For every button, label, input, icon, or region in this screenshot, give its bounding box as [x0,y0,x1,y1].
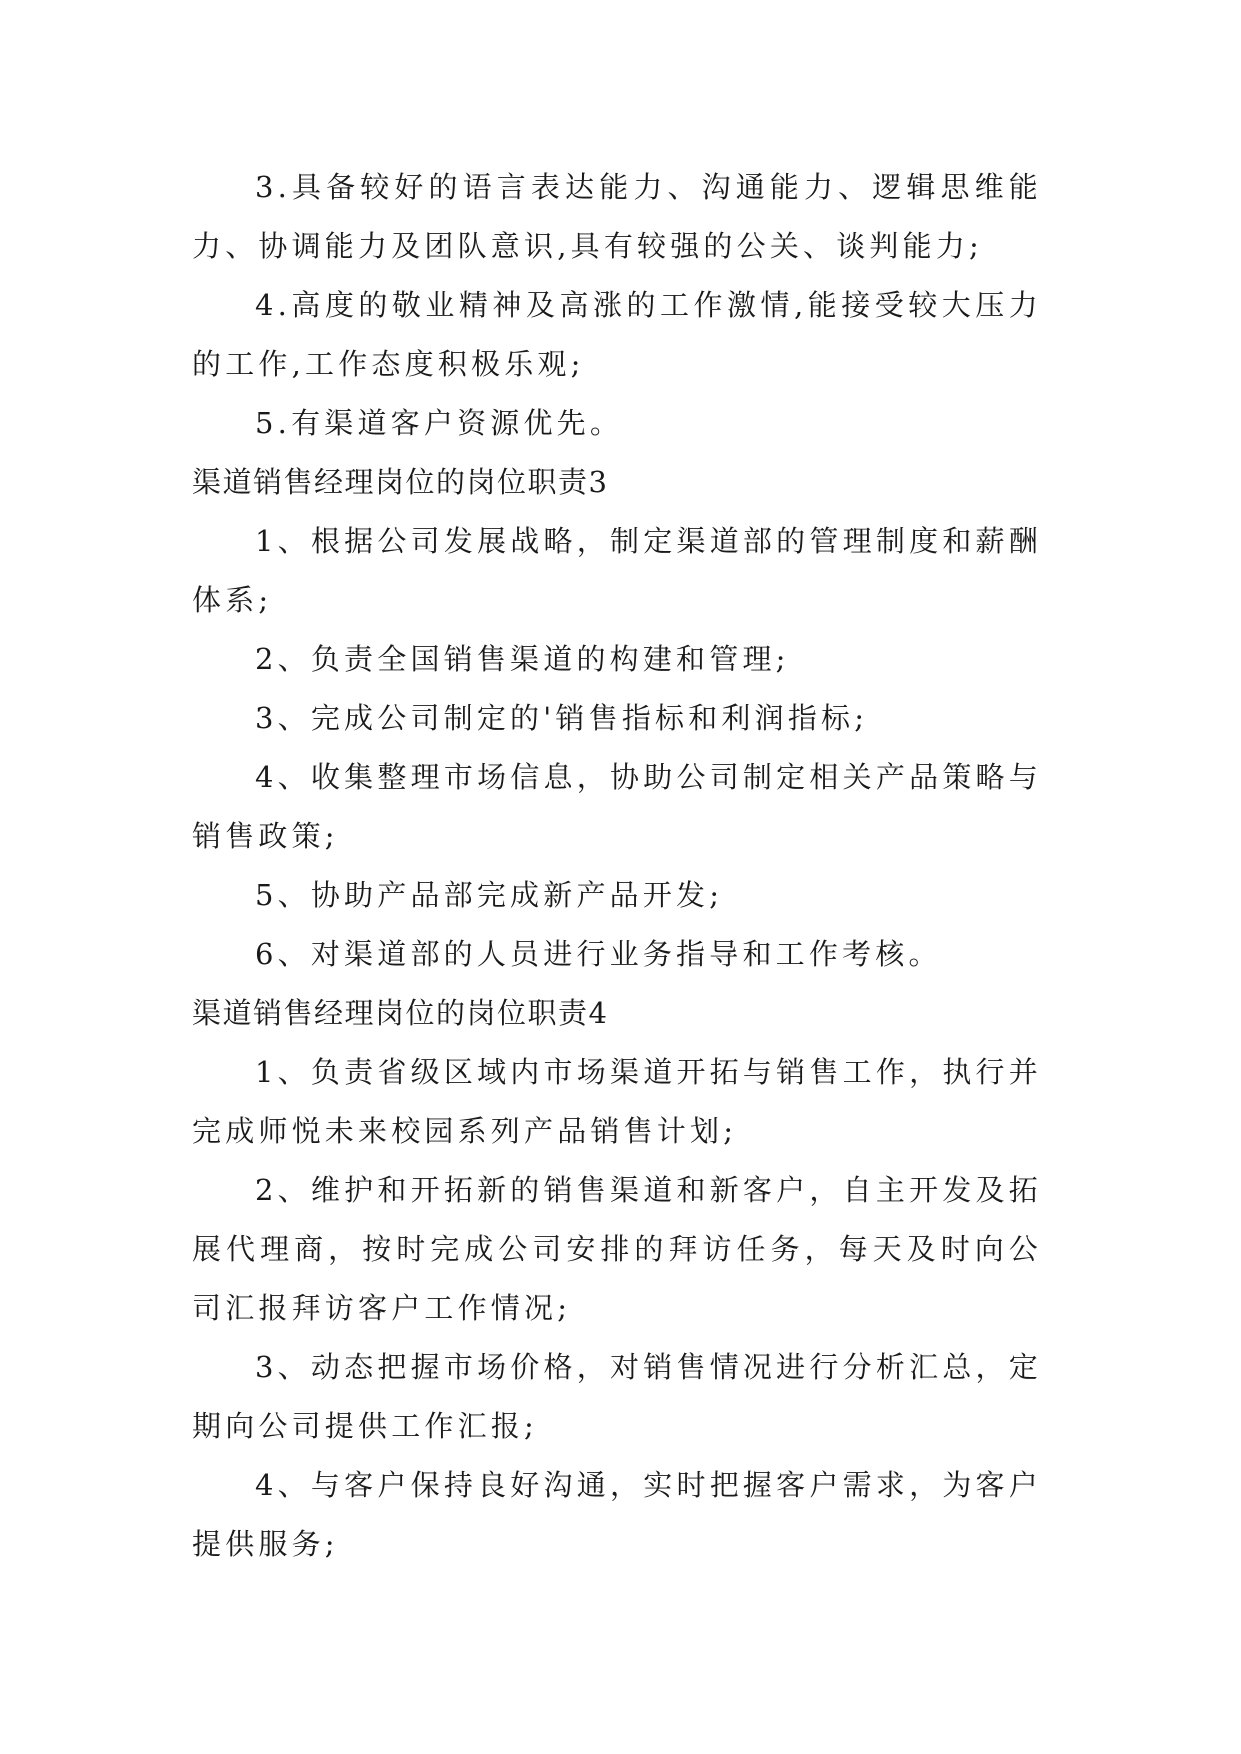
paragraph-duty-4-3: 3、动态把握市场价格，对销售情况进行分析汇总，定期向公司提供工作汇报; [192,1350,1042,1443]
paragraph-duty-3-4: 4、收集整理市场信息，协助公司制定相关产品策略与销售政策; [192,760,1042,853]
paragraph-duty-3-6: 6、对渠道部的人员进行业务指导和工作考核。 [255,937,942,971]
paragraph-duty-4-1: 1、负责省级区域内市场渠道开拓与销售工作，执行并完成师悦未来校园系列产品销售计划; [192,1055,1042,1148]
paragraph-duty-4-4: 4、与客户保持良好沟通，实时把握客户需求，为客户提供服务; [192,1468,1042,1561]
paragraph-duty-3-2: 2、负责全国销售渠道的构建和管理; [255,642,790,676]
paragraph-duty-4-2: 2、维护和开拓新的销售渠道和新客户，自主开发及拓展代理商，按时完成公司安排的拜访任务，每天及时向公司汇报拜访客户工作情况; [192,1173,1042,1325]
paragraph-requirement-4: 4.高度的敬业精神及高涨的工作激情,能接受较大压力的工作,工作态度积极乐观; [192,288,1042,381]
paragraph-requirement-5: 5.有渠道客户资源优先。 [255,406,624,440]
paragraph-requirement-3: 3.具备较好的语言表达能力、沟通能力、逻辑思维能力、协调能力及团队意识,具有较强的公关、谈判能力; [192,170,1042,263]
section-heading-duties-3: 渠道销售经理岗位的岗位职责3 [192,465,609,499]
paragraph-duty-3-3: 3、完成公司制定的'销售指标和利润指标; [255,701,869,735]
document-body [192,158,1042,1574]
paragraph-duty-3-5: 5、协助产品部完成新产品开发; [255,878,724,912]
paragraph-duty-3-1: 1、根据公司发展战略，制定渠道部的管理制度和薪酬体系; [192,524,1042,617]
section-heading-duties-4: 渠道销售经理岗位的岗位职责4 [192,996,609,1030]
